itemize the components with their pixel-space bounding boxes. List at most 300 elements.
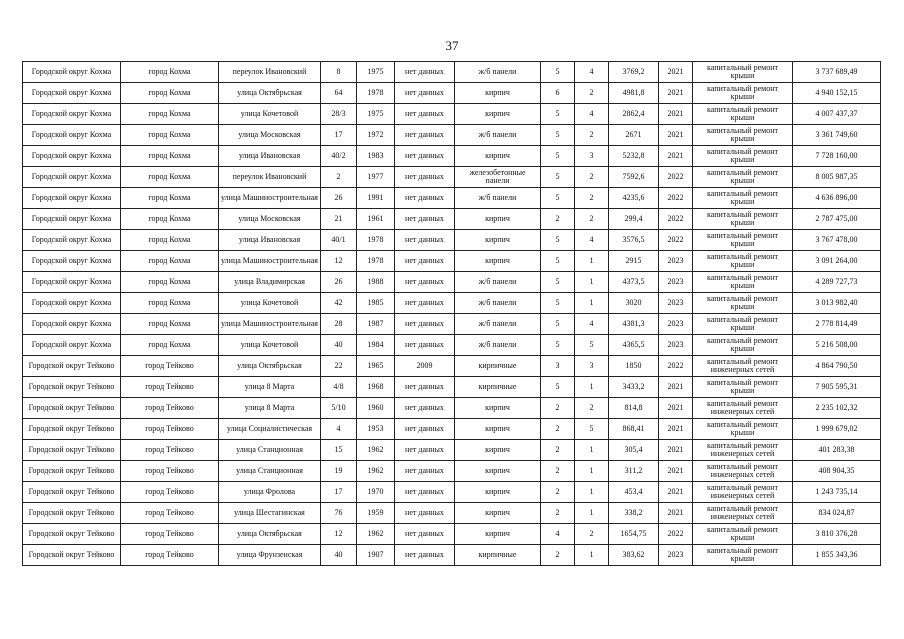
cell-cost: 4 864 790,50 — [793, 356, 881, 377]
table-row — [23, 251, 881, 272]
cell-entrances: 2 — [575, 167, 609, 188]
cell-plan-year: 2021 — [659, 83, 693, 104]
cell-street: улица Социалистическая — [219, 419, 321, 440]
cell-plan-year: 2021 — [659, 440, 693, 461]
cell-cost: 3 737 689,49 — [793, 62, 881, 83]
cell-year-repair: нет данных — [395, 146, 455, 167]
cell-house: 5/10 — [321, 398, 357, 419]
cell-cost: 2 778 814,49 — [793, 314, 881, 335]
table-row — [23, 230, 881, 251]
cell-wall-material: кирпич — [455, 251, 541, 272]
cell-house: 12 — [321, 524, 357, 545]
cell-entrances: 4 — [575, 62, 609, 83]
cell-entrances: 2 — [575, 398, 609, 419]
cell-year-repair: нет данных — [395, 272, 455, 293]
table-row — [23, 188, 881, 209]
cell-street: улица Машиностроительная — [219, 251, 321, 272]
cell-city: город Кохма — [121, 251, 219, 272]
cell-plan-year: 2021 — [659, 377, 693, 398]
cell-wall-material: ж/б панели — [455, 62, 541, 83]
cell-cost: 3 361 749,60 — [793, 125, 881, 146]
cell-entrances: 4 — [575, 104, 609, 125]
cell-cost: 2 787 475,00 — [793, 209, 881, 230]
cell-city: город Тейково — [121, 419, 219, 440]
cell-plan-year: 2023 — [659, 314, 693, 335]
cell-okrug: Городской округ Тейково — [23, 419, 121, 440]
cell-okrug: Городской округ Тейково — [23, 482, 121, 503]
cell-year-built: 1962 — [357, 461, 395, 482]
cell-cost: 401 283,38 — [793, 440, 881, 461]
cell-plan-year: 2023 — [659, 251, 693, 272]
cell-year-repair: нет данных — [395, 440, 455, 461]
cell-okrug: Городской округ Кохма — [23, 230, 121, 251]
cell-city: город Кохма — [121, 104, 219, 125]
cell-year-repair: нет данных — [395, 83, 455, 104]
cell-area: 868,41 — [609, 419, 659, 440]
cell-okrug: Городской округ Кохма — [23, 314, 121, 335]
table-row — [23, 83, 881, 104]
cell-street: улица Кочетовой — [219, 335, 321, 356]
cell-house: 40/1 — [321, 230, 357, 251]
cell-year-built: 1970 — [357, 482, 395, 503]
cell-street: улица Октябрьская — [219, 524, 321, 545]
cell-wall-material: ж/б панели — [455, 293, 541, 314]
cell-year-repair: нет данных — [395, 524, 455, 545]
cell-floors: 5 — [541, 272, 575, 293]
table-body — [23, 62, 881, 566]
cell-year-built: 1978 — [357, 251, 395, 272]
cell-house: 40 — [321, 335, 357, 356]
cell-work-type: капитальный ремонт крыши — [693, 251, 793, 272]
cell-wall-material: кирпич — [455, 209, 541, 230]
cell-floors: 5 — [541, 125, 575, 146]
cell-city: город Кохма — [121, 293, 219, 314]
cell-okrug: Городской округ Тейково — [23, 377, 121, 398]
cell-year-repair: нет данных — [395, 62, 455, 83]
cell-area: 305,4 — [609, 440, 659, 461]
table-row — [23, 461, 881, 482]
cell-floors: 5 — [541, 314, 575, 335]
cell-floors: 5 — [541, 188, 575, 209]
cell-floors: 5 — [541, 104, 575, 125]
cell-house: 64 — [321, 83, 357, 104]
cell-plan-year: 2021 — [659, 146, 693, 167]
cell-work-type: капитальный ремонт крыши — [693, 524, 793, 545]
cell-floors: 2 — [541, 503, 575, 524]
cell-cost: 3 013 982,40 — [793, 293, 881, 314]
cell-area: 3020 — [609, 293, 659, 314]
cell-area: 2915 — [609, 251, 659, 272]
cell-okrug: Городской округ Тейково — [23, 461, 121, 482]
cell-okrug: Городской округ Тейково — [23, 545, 121, 566]
cell-wall-material: ж/б панели — [455, 314, 541, 335]
cell-okrug: Городской округ Кохма — [23, 83, 121, 104]
cell-plan-year: 2021 — [659, 503, 693, 524]
cell-work-type: капитальный ремонт крыши — [693, 104, 793, 125]
cell-city: город Кохма — [121, 83, 219, 104]
cell-entrances: 1 — [575, 545, 609, 566]
cell-wall-material: ж/б панели — [455, 125, 541, 146]
cell-okrug: Городской округ Тейково — [23, 440, 121, 461]
cell-street: улица Станционная — [219, 440, 321, 461]
cell-wall-material: кирпич — [455, 461, 541, 482]
cell-year-repair: нет данных — [395, 314, 455, 335]
cell-floors: 3 — [541, 356, 575, 377]
cell-area: 3576,5 — [609, 230, 659, 251]
cell-year-built: 1987 — [357, 314, 395, 335]
cell-city: город Тейково — [121, 377, 219, 398]
cell-year-repair: нет данных — [395, 419, 455, 440]
cell-plan-year: 2022 — [659, 524, 693, 545]
cell-work-type: капитальный ремонт крыши — [693, 167, 793, 188]
cell-wall-material: кирпич — [455, 482, 541, 503]
cell-city: город Кохма — [121, 314, 219, 335]
cell-year-built: 1968 — [357, 377, 395, 398]
table-row — [23, 398, 881, 419]
cell-entrances: 2 — [575, 209, 609, 230]
cell-plan-year: 2021 — [659, 125, 693, 146]
cell-entrances: 3 — [575, 356, 609, 377]
cell-entrances: 1 — [575, 461, 609, 482]
cell-year-built: 1959 — [357, 503, 395, 524]
cell-floors: 2 — [541, 461, 575, 482]
cell-wall-material: кирпич — [455, 83, 541, 104]
cell-okrug: Городской округ Кохма — [23, 272, 121, 293]
cell-year-built: 1978 — [357, 230, 395, 251]
cell-wall-material: кирпич — [455, 398, 541, 419]
table-row — [23, 104, 881, 125]
cell-city: город Тейково — [121, 461, 219, 482]
cell-street: улица Машиностроительная — [219, 314, 321, 335]
cell-year-repair: нет данных — [395, 104, 455, 125]
cell-cost: 1 855 343,36 — [793, 545, 881, 566]
cell-area: 4981,8 — [609, 83, 659, 104]
cell-wall-material: ж/б панели — [455, 272, 541, 293]
cell-area: 4381,3 — [609, 314, 659, 335]
cell-wall-material: кирпич — [455, 146, 541, 167]
cell-work-type: капитальный ремонт крыши — [693, 314, 793, 335]
cell-work-type: капитальный ремонт крыши — [693, 419, 793, 440]
cell-house: 4 — [321, 419, 357, 440]
cell-street: улица Октябрьская — [219, 83, 321, 104]
cell-entrances: 1 — [575, 482, 609, 503]
cell-floors: 2 — [541, 545, 575, 566]
cell-year-built: 1907 — [357, 545, 395, 566]
cell-house: 12 — [321, 251, 357, 272]
cell-year-built: 1972 — [357, 125, 395, 146]
cell-cost: 1 243 735,14 — [793, 482, 881, 503]
cell-work-type: капитальный ремонт крыши — [693, 272, 793, 293]
cell-area: 3769,2 — [609, 62, 659, 83]
cell-year-repair: нет данных — [395, 398, 455, 419]
cell-city: город Кохма — [121, 146, 219, 167]
cell-entrances: 4 — [575, 230, 609, 251]
cell-house: 21 — [321, 209, 357, 230]
cell-wall-material: кирпичные — [455, 356, 541, 377]
table-row — [23, 524, 881, 545]
cell-street: улица Кочетовой — [219, 104, 321, 125]
cell-house: 17 — [321, 482, 357, 503]
cell-plan-year: 2022 — [659, 356, 693, 377]
cell-okrug: Городской округ Кохма — [23, 62, 121, 83]
cell-house: 76 — [321, 503, 357, 524]
cell-okrug: Городской округ Кохма — [23, 167, 121, 188]
cell-entrances: 1 — [575, 377, 609, 398]
cell-city: город Тейково — [121, 440, 219, 461]
cell-cost: 3 091 264,00 — [793, 251, 881, 272]
cell-city: город Кохма — [121, 125, 219, 146]
cell-entrances: 2 — [575, 125, 609, 146]
cell-entrances: 1 — [575, 251, 609, 272]
cell-year-built: 1988 — [357, 272, 395, 293]
cell-floors: 5 — [541, 230, 575, 251]
cell-floors: 2 — [541, 440, 575, 461]
cell-house: 2 — [321, 167, 357, 188]
cell-cost: 3 810 376,28 — [793, 524, 881, 545]
cell-house: 28/3 — [321, 104, 357, 125]
cell-entrances: 5 — [575, 335, 609, 356]
page-number: 37 — [445, 38, 459, 53]
cell-work-type: капитальный ремонт инженерных сетей — [693, 356, 793, 377]
table-row — [23, 356, 881, 377]
table-row — [23, 440, 881, 461]
cell-okrug: Городской округ Кохма — [23, 125, 121, 146]
table-row — [23, 293, 881, 314]
cell-cost: 7 905 595,31 — [793, 377, 881, 398]
cell-street: улица Ивановская — [219, 230, 321, 251]
cell-work-type: капитальный ремонт инженерных сетей — [693, 503, 793, 524]
cell-work-type: капитальный ремонт крыши — [693, 62, 793, 83]
cell-entrances: 2 — [575, 83, 609, 104]
cell-area: 2671 — [609, 125, 659, 146]
cell-year-built: 1975 — [357, 104, 395, 125]
cell-plan-year: 2021 — [659, 461, 693, 482]
cell-house: 26 — [321, 188, 357, 209]
cell-work-type: капитальный ремонт крыши — [693, 146, 793, 167]
table-row — [23, 419, 881, 440]
cell-work-type: капитальный ремонт крыши — [693, 335, 793, 356]
cell-entrances: 1 — [575, 293, 609, 314]
cell-city: город Тейково — [121, 545, 219, 566]
cell-city: город Кохма — [121, 272, 219, 293]
cell-wall-material: кирпич — [455, 503, 541, 524]
cell-city: город Кохма — [121, 230, 219, 251]
cell-street: улица Машиностроительная — [219, 188, 321, 209]
cell-floors: 2 — [541, 209, 575, 230]
cell-work-type: капитальный ремонт инженерных сетей — [693, 482, 793, 503]
cell-year-repair: нет данных — [395, 461, 455, 482]
cell-year-built: 1991 — [357, 188, 395, 209]
cell-cost: 834 024,87 — [793, 503, 881, 524]
cell-city: город Тейково — [121, 503, 219, 524]
cell-floors: 5 — [541, 251, 575, 272]
cell-cost: 4 940 152,15 — [793, 83, 881, 104]
cell-entrances: 1 — [575, 503, 609, 524]
cell-city: город Тейково — [121, 482, 219, 503]
cell-year-repair: нет данных — [395, 209, 455, 230]
cell-year-built: 1985 — [357, 293, 395, 314]
cell-cost: 8 005 987,35 — [793, 167, 881, 188]
cell-entrances: 1 — [575, 272, 609, 293]
cell-plan-year: 2023 — [659, 272, 693, 293]
cell-okrug: Городской округ Кохма — [23, 146, 121, 167]
cell-cost: 1 999 679,02 — [793, 419, 881, 440]
cell-area: 4373,5 — [609, 272, 659, 293]
cell-area: 3433,2 — [609, 377, 659, 398]
table-row — [23, 62, 881, 83]
cell-area: 383,62 — [609, 545, 659, 566]
cell-house: 40/2 — [321, 146, 357, 167]
cell-area: 4235,6 — [609, 188, 659, 209]
cell-entrances: 2 — [575, 188, 609, 209]
table-row — [23, 167, 881, 188]
cell-house: 22 — [321, 356, 357, 377]
cell-floors: 5 — [541, 146, 575, 167]
cell-street: улица Октябрьская — [219, 356, 321, 377]
cell-year-repair: нет данных — [395, 125, 455, 146]
table-row — [23, 377, 881, 398]
cell-plan-year: 2021 — [659, 398, 693, 419]
cell-okrug: Городской округ Кохма — [23, 104, 121, 125]
cell-street: улица Владимирская — [219, 272, 321, 293]
cell-area: 453,4 — [609, 482, 659, 503]
cell-work-type: капитальный ремонт крыши — [693, 293, 793, 314]
cell-wall-material: кирпич — [455, 104, 541, 125]
table-row — [23, 335, 881, 356]
cell-street: улица Шестагинская — [219, 503, 321, 524]
cell-floors: 2 — [541, 398, 575, 419]
cell-cost: 4 289 727,73 — [793, 272, 881, 293]
table-row — [23, 545, 881, 566]
cell-year-repair: нет данных — [395, 230, 455, 251]
cell-entrances: 3 — [575, 146, 609, 167]
cell-area: 1654,75 — [609, 524, 659, 545]
cell-city: город Тейково — [121, 398, 219, 419]
cell-year-built: 1953 — [357, 419, 395, 440]
cell-entrances: 2 — [575, 524, 609, 545]
cell-floors: 5 — [541, 377, 575, 398]
cell-house: 28 — [321, 314, 357, 335]
cell-street: улица Кочетовой — [219, 293, 321, 314]
cell-work-type: капитальный ремонт крыши — [693, 188, 793, 209]
cell-street: переулок Ивановский — [219, 62, 321, 83]
cell-year-built: 1975 — [357, 62, 395, 83]
cell-year-repair: нет данных — [395, 503, 455, 524]
cell-floors: 5 — [541, 335, 575, 356]
cell-okrug: Городской округ Кохма — [23, 293, 121, 314]
cell-okrug: Городской округ Кохма — [23, 209, 121, 230]
cell-cost: 3 767 478,00 — [793, 230, 881, 251]
cell-floors: 4 — [541, 524, 575, 545]
cell-year-built: 1977 — [357, 167, 395, 188]
cell-street: улица 8 Марта — [219, 398, 321, 419]
cell-plan-year: 2021 — [659, 482, 693, 503]
cell-street: улица Ивановская — [219, 146, 321, 167]
table-row — [23, 314, 881, 335]
cell-year-built: 1984 — [357, 335, 395, 356]
cell-okrug: Городской округ Кохма — [23, 335, 121, 356]
cell-work-type: капитальный ремонт инженерных сетей — [693, 398, 793, 419]
cell-plan-year: 2022 — [659, 167, 693, 188]
cell-plan-year: 2023 — [659, 545, 693, 566]
table-row — [23, 209, 881, 230]
cell-wall-material: железобетонные панели — [455, 167, 541, 188]
cell-year-built: 1962 — [357, 524, 395, 545]
cell-city: город Кохма — [121, 62, 219, 83]
cell-city: город Кохма — [121, 209, 219, 230]
cell-wall-material: кирпич — [455, 230, 541, 251]
cell-street: улица Фролова — [219, 482, 321, 503]
cell-entrances: 4 — [575, 314, 609, 335]
cell-plan-year: 2023 — [659, 293, 693, 314]
cell-city: город Кохма — [121, 335, 219, 356]
cell-okrug: Городской округ Тейково — [23, 356, 121, 377]
cell-cost: 408 904,35 — [793, 461, 881, 482]
cell-wall-material: кирпич — [455, 440, 541, 461]
cell-plan-year: 2022 — [659, 209, 693, 230]
cell-city: город Кохма — [121, 167, 219, 188]
cell-area: 299,4 — [609, 209, 659, 230]
table-row — [23, 482, 881, 503]
cell-entrances: 1 — [575, 440, 609, 461]
table-row — [23, 503, 881, 524]
cell-floors: 5 — [541, 62, 575, 83]
cell-work-type: капитальный ремонт крыши — [693, 83, 793, 104]
cell-house: 42 — [321, 293, 357, 314]
cell-okrug: Городской округ Тейково — [23, 503, 121, 524]
cell-year-built: 1983 — [357, 146, 395, 167]
cell-floors: 5 — [541, 167, 575, 188]
cell-wall-material: кирпич — [455, 524, 541, 545]
cell-year-repair: 2009 — [395, 356, 455, 377]
cell-cost: 4 636 896,00 — [793, 188, 881, 209]
cell-house: 15 — [321, 440, 357, 461]
cell-street: улица Фрунзенская — [219, 545, 321, 566]
cell-work-type: капитальный ремонт крыши — [693, 377, 793, 398]
cell-house: 4/8 — [321, 377, 357, 398]
cell-street: улица Московская — [219, 125, 321, 146]
cell-plan-year: 2021 — [659, 104, 693, 125]
cell-city: город Тейково — [121, 524, 219, 545]
cell-area: 7592,6 — [609, 167, 659, 188]
cell-area: 5232,8 — [609, 146, 659, 167]
cell-wall-material: ж/б панели — [455, 188, 541, 209]
cell-work-type: капитальный ремонт крыши — [693, 545, 793, 566]
cell-cost: 2 235 102,32 — [793, 398, 881, 419]
cell-area: 2862,4 — [609, 104, 659, 125]
cell-wall-material: кирпичные — [455, 545, 541, 566]
cell-street: улица Станционная — [219, 461, 321, 482]
cell-work-type: капитальный ремонт крыши — [693, 125, 793, 146]
cell-house: 17 — [321, 125, 357, 146]
cell-area: 311,2 — [609, 461, 659, 482]
cell-house: 19 — [321, 461, 357, 482]
cell-area: 1850 — [609, 356, 659, 377]
cell-year-built: 1960 — [357, 398, 395, 419]
cell-house: 26 — [321, 272, 357, 293]
cell-year-repair: нет данных — [395, 545, 455, 566]
cell-floors: 5 — [541, 293, 575, 314]
cell-year-repair: нет данных — [395, 167, 455, 188]
table-row — [23, 146, 881, 167]
cell-wall-material: ж/б панели — [455, 335, 541, 356]
cell-work-type: капитальный ремонт крыши — [693, 209, 793, 230]
cell-floors: 6 — [541, 83, 575, 104]
cell-okrug: Городской округ Тейково — [23, 524, 121, 545]
cell-plan-year: 2021 — [659, 419, 693, 440]
cell-okrug: Городской округ Кохма — [23, 188, 121, 209]
cell-year-repair: нет данных — [395, 377, 455, 398]
